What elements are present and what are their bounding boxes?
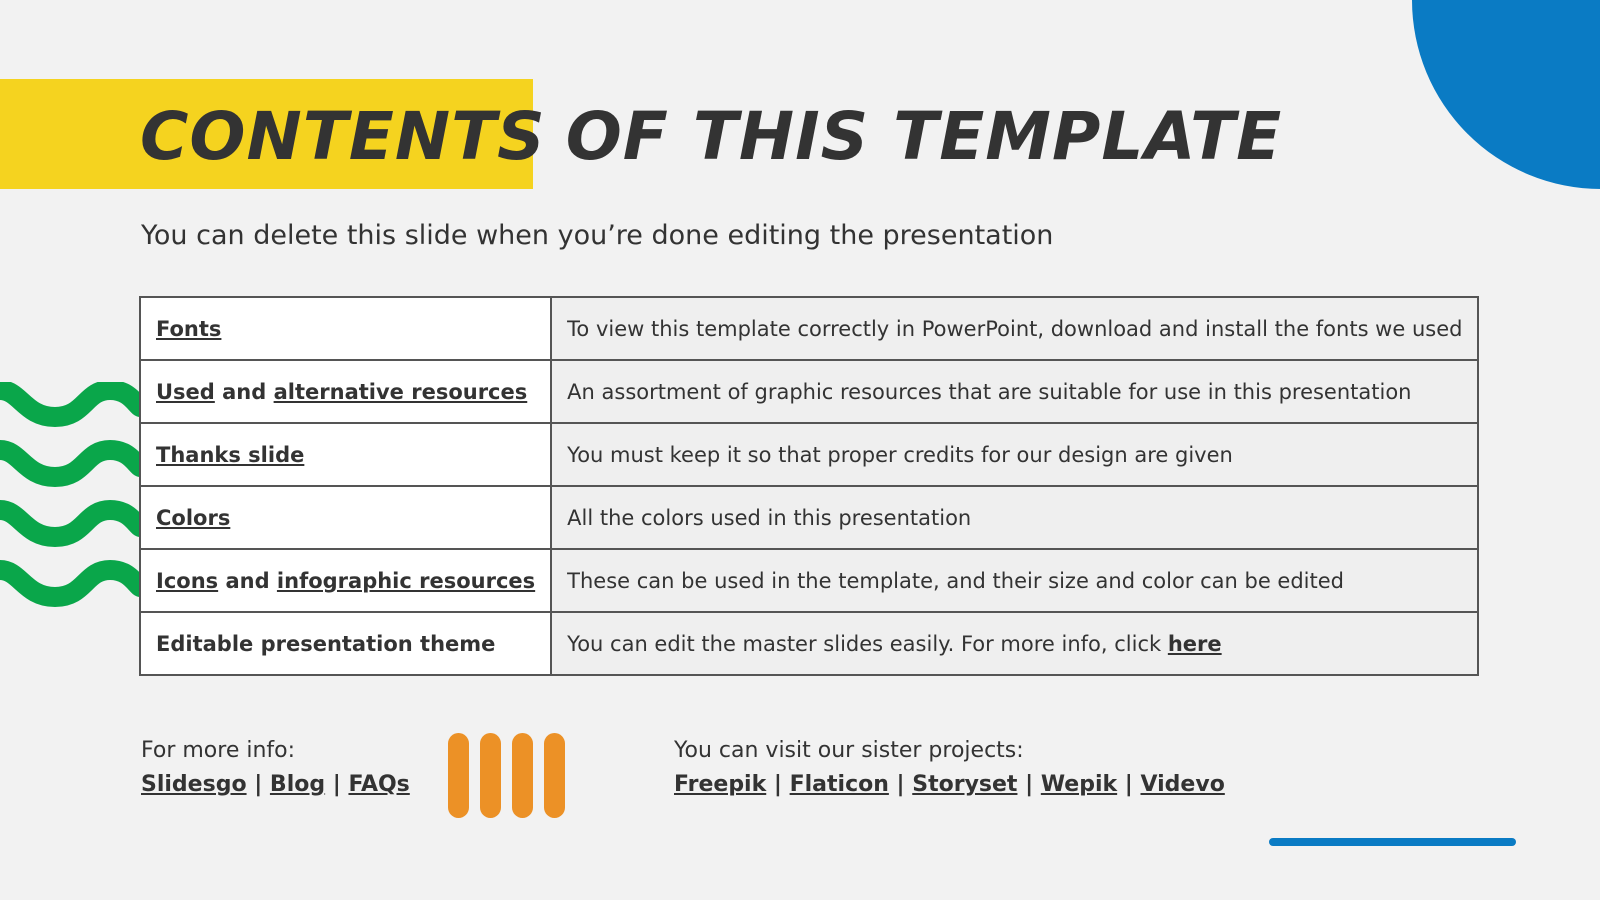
contents-table (139, 296, 1479, 676)
row-title-connector: and (214, 379, 274, 404)
row-title-connector: and (218, 568, 277, 593)
sister-projects-links (674, 768, 1225, 802)
table-row (140, 549, 1478, 612)
orange-pill (544, 733, 565, 818)
row-description: An assortment of graphic resources that are suitable for use in this presentation (551, 360, 1478, 423)
alternative-resources-link[interactable]: alternative resources (273, 379, 528, 404)
table-row (140, 612, 1478, 675)
row-description: All the colors used in this presentation (551, 486, 1478, 549)
orange-pill (480, 733, 501, 818)
wave-4 (0, 570, 140, 597)
orange-pills-decoration (448, 733, 565, 818)
sister-projects-block (674, 734, 1225, 802)
thanks-slide-link[interactable]: Thanks slide (156, 442, 305, 467)
title-highlight: CONTENTS (140, 98, 546, 175)
row-title-cell (140, 549, 551, 612)
row-description: You must keep it so that proper credits for our design are given (551, 423, 1478, 486)
more-info-block (141, 734, 410, 802)
videvo-link[interactable]: Videvo (1140, 772, 1225, 797)
link-separator: | (246, 772, 270, 797)
link-separator: | (888, 772, 913, 797)
colors-link[interactable]: Colors (156, 505, 231, 530)
row-description: These can be used in the template, and their size and color can be edited (551, 549, 1478, 612)
blue-quarter-circle (1412, 0, 1600, 189)
flaticon-link[interactable]: Flaticon (789, 772, 889, 797)
subtitle: You can delete this slide when you’re done editing the presentation (141, 220, 1054, 251)
wave-1 (0, 390, 140, 417)
slidesgo-link[interactable]: Slidesgo (141, 772, 247, 797)
green-waves-decoration (0, 382, 140, 618)
wave-2 (0, 450, 140, 477)
editable-theme-label: Editable presentation theme (156, 631, 496, 656)
table-row (140, 297, 1478, 360)
row-title-cell (140, 486, 551, 549)
storyset-link[interactable]: Storyset (912, 772, 1018, 797)
icons-link[interactable]: Icons (156, 568, 219, 593)
row-description (551, 612, 1478, 675)
orange-pill (448, 733, 469, 818)
table-row (140, 486, 1478, 549)
table-row (140, 423, 1478, 486)
here-link[interactable]: here (1167, 631, 1222, 656)
row-description-text: You can edit the master slides easily. For more info, click (567, 631, 1168, 656)
sister-projects-label: You can visit our sister projects: (674, 738, 1024, 763)
row-title-cell (140, 360, 551, 423)
infographic-resources-link[interactable]: infographic resources (276, 568, 536, 593)
row-title-cell (140, 612, 551, 675)
wepik-link[interactable]: Wepik (1040, 772, 1118, 797)
wave-3 (0, 510, 140, 537)
link-separator: | (325, 772, 349, 797)
title-rest: OF THIS TEMPLATE (565, 98, 1283, 175)
row-description: To view this template correctly in PowerPoint, download and install the fonts we used (551, 297, 1478, 360)
page-title (140, 97, 1282, 177)
faqs-link[interactable]: FAQs (348, 772, 410, 797)
more-info-label: For more info: (141, 738, 296, 763)
orange-pill (512, 733, 533, 818)
table-row (140, 360, 1478, 423)
used-resources-link[interactable]: Used (156, 379, 215, 404)
row-title-cell (140, 423, 551, 486)
freepik-link[interactable]: Freepik (674, 772, 767, 797)
link-separator: | (1017, 772, 1041, 797)
link-separator: | (1117, 772, 1141, 797)
link-separator: | (766, 772, 790, 797)
blog-link[interactable]: Blog (269, 772, 326, 797)
more-info-links (141, 768, 410, 802)
blue-line-decoration (1269, 838, 1516, 846)
fonts-link[interactable]: Fonts (156, 316, 222, 341)
row-title-cell (140, 297, 551, 360)
